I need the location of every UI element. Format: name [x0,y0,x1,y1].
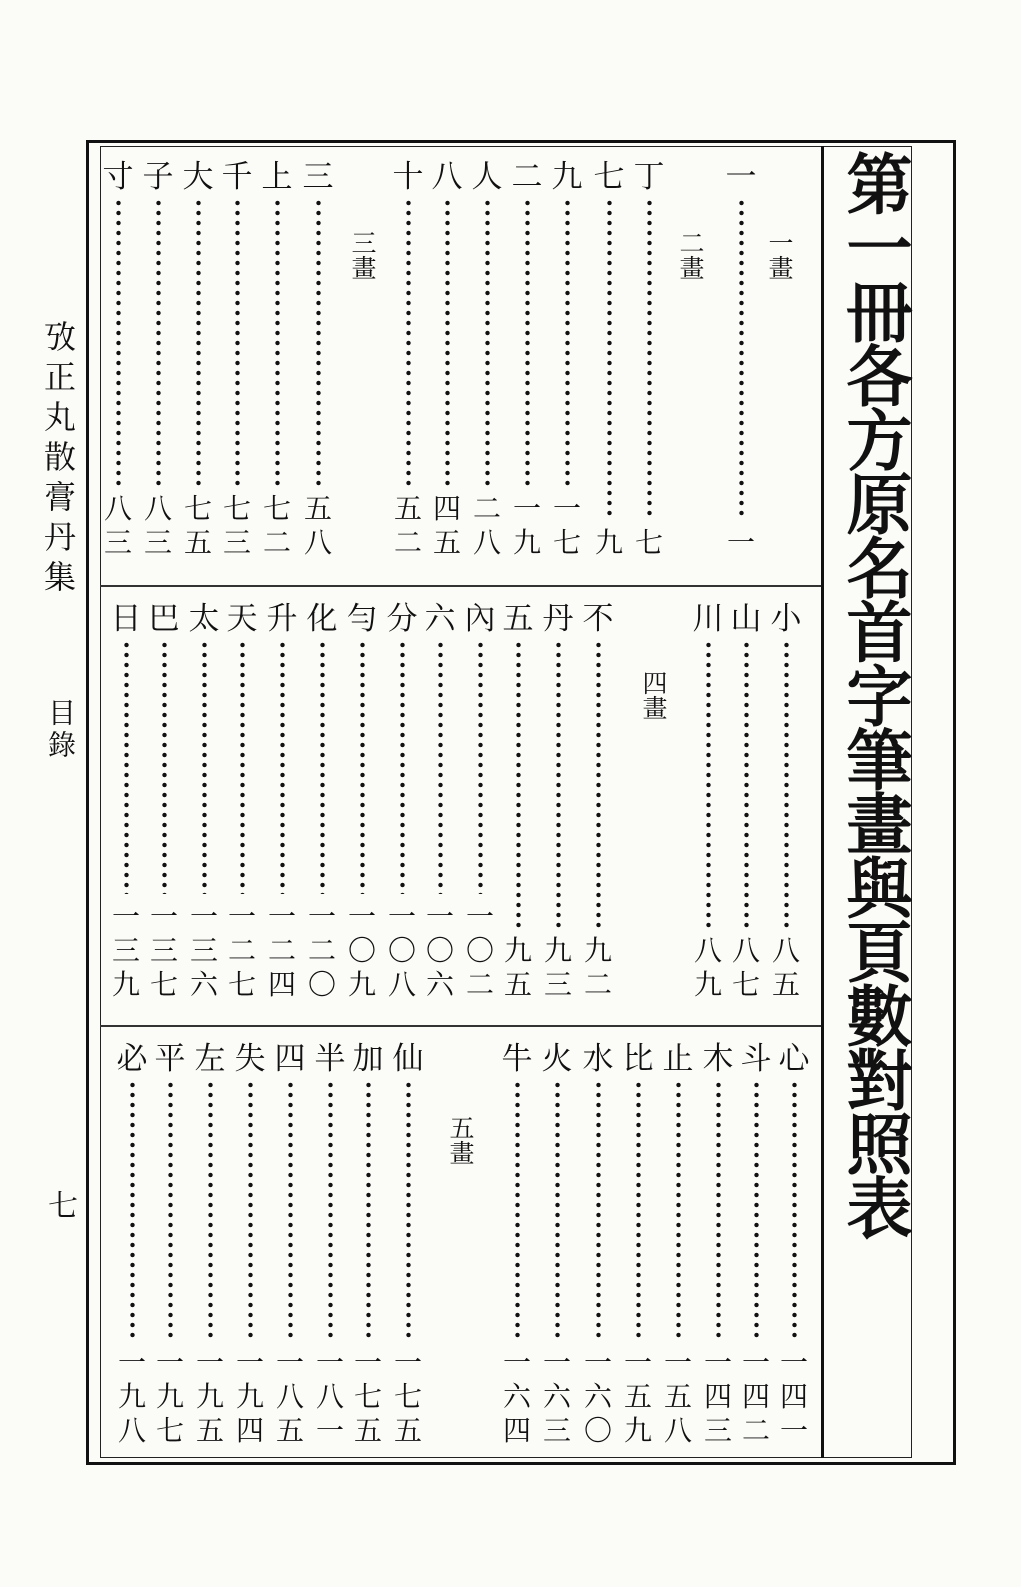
page-digit: 二 [741,1414,770,1447]
dot-leader [116,198,121,486]
page-digit: 一 [425,900,454,933]
entry-page-number [580,1346,616,1448]
section-label: 目錄 [44,698,77,762]
dot-leader [320,640,325,894]
page-digit: 一 [149,900,178,933]
page-digit: 九 [155,1380,184,1413]
entry-character: 勻 [346,601,378,637]
dot-leader [162,640,167,894]
page-digit: 七 [393,1380,422,1413]
entry-page-number [350,1346,386,1448]
page-digit: 五 [195,1414,224,1447]
page-digit: 二 [472,492,501,525]
page-digit: 一 [779,1346,808,1379]
page-digit: 六 [425,968,454,1001]
entry-page-number [384,900,420,1002]
page-digit: 五 [393,1414,422,1447]
band-divider-2 [100,1025,821,1027]
page-digit: 九 [503,934,532,967]
page-digit: 一 [387,900,416,933]
entry-character: 升 [266,601,298,637]
entry-character: 七 [593,159,625,195]
dot-leader [744,640,749,928]
entry-character: 六 [424,601,456,637]
page-digit: 一 [741,1346,770,1379]
page-digit: 〇 [307,968,336,1001]
page-digit: 二 [465,968,494,1001]
dot-leader [555,1080,560,1340]
entry-character: 五 [502,601,534,637]
page-digit: 一 [307,900,336,933]
entry-character: 水 [582,1041,614,1077]
page-digit: 八 [771,934,800,967]
page-digit: 八 [731,934,760,967]
page-digit: 八 [143,492,172,525]
entry-character: 一 [725,159,757,195]
page-digit: 八 [472,526,501,559]
page-digit: 四 [741,1380,770,1413]
page-digit: 二 [267,934,296,967]
entry-page-number [300,492,336,560]
entry-page-number [500,934,536,1002]
page-digit: 二 [307,934,336,967]
entry-page-number [114,1346,150,1448]
dot-leader [406,1080,411,1340]
page-digit: 九 [111,968,140,1001]
table-inner-border [100,146,912,1458]
page-digit: 二 [583,968,612,1001]
entry-page-number [100,492,136,560]
page-digit: 二 [262,526,291,559]
book-title: 攷正丸散膏丹集 [39,320,77,600]
page-digit: 三 [143,526,172,559]
dot-leader [525,198,530,486]
page-digit: 〇 [583,1414,612,1447]
page-digit: 九 [594,526,623,559]
page-digit: 一 [552,492,581,525]
dot-leader [202,640,207,894]
entry-page-number [768,934,804,1002]
page-digit: 九 [117,1380,146,1413]
dot-leader [360,640,365,894]
entry-character: 千 [221,159,253,195]
dot-leader [739,198,744,520]
page-digit: 三 [703,1414,732,1447]
entry-character: 丹 [542,601,574,637]
dot-leader [366,1080,371,1340]
entry-page-number [620,1346,656,1448]
entry-character: 止 [662,1041,694,1077]
dot-leader [400,640,405,894]
page-digit: 七 [353,1380,382,1413]
entry-character: 小 [770,601,802,637]
entry-page-number [422,900,458,1002]
dot-leader [288,1080,293,1340]
stroke-label-two: 二畫 [676,230,705,280]
page-digit: 四 [235,1414,264,1447]
page-digit: 一 [189,900,218,933]
entry-page-number [232,1346,268,1448]
entry-character: 半 [314,1041,346,1077]
entry-character: 仙 [392,1041,424,1077]
entry-character: 巴 [148,601,180,637]
entry-page-number [660,1346,696,1448]
entry-character: 火 [541,1041,573,1077]
entry-page-number [728,934,764,1002]
entry-character: 三 [302,159,334,195]
entry-character: 二 [511,159,543,195]
entry-character: 木 [702,1041,734,1077]
page-digit: 五 [623,1380,652,1413]
dot-leader [565,198,570,486]
page-digit: 〇 [387,934,416,967]
entry-page-number [549,492,585,560]
dot-leader [438,640,443,894]
entry-page-number [344,900,380,1002]
page-digit: 一 [347,900,376,933]
entry-character: 九 [551,159,583,195]
entry-character: 平 [154,1041,186,1077]
page-number: 七 [48,1189,78,1224]
entry-character: 寸 [102,159,134,195]
entry-page-number [146,900,182,1002]
stroke-label-five: 五畫 [446,1115,475,1165]
page-digit: 五 [353,1414,382,1447]
table-heading: 第一冊各方原名首字筆畫與頁數對照表 [835,150,913,1238]
entry-page-number [509,492,545,560]
page-digit: 六 [189,968,218,1001]
page-digit: 三 [222,526,251,559]
page-digit: 一 [315,1346,344,1379]
entry-page-number [499,1346,535,1448]
dot-leader [596,640,601,928]
page-digit: 七 [183,492,212,525]
entry-page-number [224,900,260,1002]
entry-character: 十 [392,159,424,195]
page-digit: 一 [583,1346,612,1379]
entry-character: 大 [182,159,214,195]
page-digit: 一 [227,900,256,933]
dot-leader [792,1080,797,1340]
entry-character: 四 [274,1041,306,1077]
page-digit: 五 [503,968,532,1001]
entry-page-number [192,1346,228,1448]
entry-page-number [152,1346,188,1448]
page-digit: 七 [149,968,178,1001]
page-digit: 一 [353,1346,382,1379]
page-digit: 九 [195,1380,224,1413]
entry-page-number [539,1346,575,1448]
dot-leader [706,640,711,928]
page-digit: 一 [663,1346,692,1379]
entry-page-number [304,900,340,1002]
dot-leader [130,1080,135,1340]
dot-leader [676,1080,681,1340]
entry-character: 川 [692,601,724,637]
page-digit: 七 [227,968,256,1001]
page-digit: 七 [731,968,760,1001]
dot-leader [406,198,411,486]
dot-leader [445,198,450,486]
page-digit: 九 [583,934,612,967]
entry-character: 必 [116,1041,148,1077]
page-digit: 五 [183,526,212,559]
page-digit: 四 [502,1414,531,1447]
entry-character: 失 [234,1041,266,1077]
page-digit: 三 [103,526,132,559]
entry-page-number [390,1346,426,1448]
dot-leader [636,1080,641,1340]
page-digit: 八 [387,968,416,1001]
entry-page-number [462,900,498,1002]
page-digit: 五 [771,968,800,1001]
page-digit: 八 [315,1380,344,1413]
entry-character: 心 [778,1041,810,1077]
entry-page-number [312,1346,348,1448]
dot-leader [716,1080,721,1340]
page-digit: 三 [543,968,572,1001]
page-digit: 一 [275,1346,304,1379]
page-digit: 九 [623,1414,652,1447]
band-divider-1 [100,585,821,587]
page-digit: 一 [111,900,140,933]
dot-leader [607,198,612,520]
entry-page-number [738,1346,774,1448]
entry-page-number [469,492,505,560]
page-digit: 三 [189,934,218,967]
dot-leader [754,1080,759,1340]
entry-page-number [264,900,300,1002]
entry-page-number [591,526,627,560]
entry-character: 不 [582,601,614,637]
entry-page-number [540,934,576,1002]
entry-character: 丁 [633,159,665,195]
page-digit: 八 [275,1380,304,1413]
dot-leader [124,640,129,894]
page-digit: 六 [542,1380,571,1413]
page-digit: 三 [149,934,178,967]
page-digit: 一 [155,1346,184,1379]
page-digit: 八 [693,934,722,967]
dot-leader [784,640,789,928]
entry-character: 八 [431,159,463,195]
page-digit: 八 [103,492,132,525]
page-digit: 一 [512,492,541,525]
page-digit: 九 [347,968,376,1001]
entry-character: 子 [142,159,174,195]
title-divider [821,146,824,1458]
page-digit: 一 [315,1414,344,1447]
page-digit: 九 [512,526,541,559]
entry-page-number [723,526,759,560]
dot-leader [235,198,240,486]
dot-leader [168,1080,173,1340]
dot-leader [478,640,483,894]
page-digit: 四 [432,492,461,525]
page-digit: 一 [779,1414,808,1447]
entry-page-number [580,934,616,1002]
page-digit: 七 [634,526,663,559]
dot-leader [516,640,521,928]
entry-character: 斗 [740,1041,772,1077]
page-digit: 一 [502,1346,531,1379]
page-digit: 五 [275,1414,304,1447]
page-digit: 〇 [465,934,494,967]
dot-leader [240,640,245,894]
page-digit: 二 [227,934,256,967]
stroke-label-one: 一畫 [765,230,794,280]
page-digit: 九 [693,968,722,1001]
dot-leader [280,640,285,894]
entry-character: 化 [306,601,338,637]
entry-character: 山 [730,601,762,637]
page-digit: 一 [117,1346,146,1379]
entry-character: 分 [386,601,418,637]
entry-page-number [140,492,176,560]
page-digit: 九 [543,934,572,967]
dot-leader [156,198,161,486]
entry-page-number [776,1346,812,1448]
page-digit: 八 [663,1414,692,1447]
entry-character: 左 [194,1041,226,1077]
page-digit: 四 [267,968,296,1001]
entry-character: 天 [226,601,258,637]
page-digit: 七 [222,492,251,525]
entry-character: 日 [110,601,142,637]
page-digit: 一 [267,900,296,933]
entry-character: 比 [622,1041,654,1077]
page-digit: 七 [262,492,291,525]
dot-leader [515,1080,520,1340]
page-digit: 六 [583,1380,612,1413]
entry-character: 人 [471,159,503,195]
page-digit: 一 [235,1346,264,1379]
page-digit: 三 [111,934,140,967]
dot-leader [596,1080,601,1340]
dot-leader [196,198,201,486]
stroke-label-three: 三畫 [348,230,377,280]
entry-character: 加 [352,1041,384,1077]
page-digit: 七 [155,1414,184,1447]
entry-character: 內 [464,601,496,637]
page-digit: 五 [432,526,461,559]
page-digit: 八 [117,1414,146,1447]
page-digit: 一 [542,1346,571,1379]
page-digit: 〇 [425,934,454,967]
entry-page-number [219,492,255,560]
page-digit: 一 [465,900,494,933]
entry-page-number [690,934,726,1002]
page-digit: 七 [552,526,581,559]
entry-page-number [390,492,426,560]
entry-page-number [180,492,216,560]
dot-leader [248,1080,253,1340]
page-digit: 五 [393,492,422,525]
page-digit: 一 [703,1346,732,1379]
dot-leader [556,640,561,928]
page-digit: 三 [542,1414,571,1447]
page-digit: 八 [303,526,332,559]
entry-character: 太 [188,601,220,637]
entry-character: 牛 [501,1041,533,1077]
page-digit: 一 [393,1346,422,1379]
entry-page-number [259,492,295,560]
dot-leader [647,198,652,520]
page-digit: 〇 [347,934,376,967]
page-digit: 一 [726,526,755,559]
page-digit: 四 [703,1380,732,1413]
entry-page-number [631,526,667,560]
page-digit: 五 [303,492,332,525]
entry-page-number [272,1346,308,1448]
page-digit: 二 [393,526,422,559]
page-digit: 六 [502,1380,531,1413]
page-digit: 一 [623,1346,652,1379]
entry-page-number [429,492,465,560]
dot-leader [328,1080,333,1340]
dot-leader [208,1080,213,1340]
page-digit: 一 [195,1346,224,1379]
dot-leader [316,198,321,486]
entry-page-number [108,900,144,1002]
entry-page-number [186,900,222,1002]
page-digit: 四 [779,1380,808,1413]
dot-leader [485,198,490,486]
stroke-label-four: 四畫 [639,670,668,720]
page-digit: 九 [235,1380,264,1413]
page-digit: 五 [663,1380,692,1413]
entry-character: 上 [261,159,293,195]
dot-leader [275,198,280,486]
entry-page-number [700,1346,736,1448]
